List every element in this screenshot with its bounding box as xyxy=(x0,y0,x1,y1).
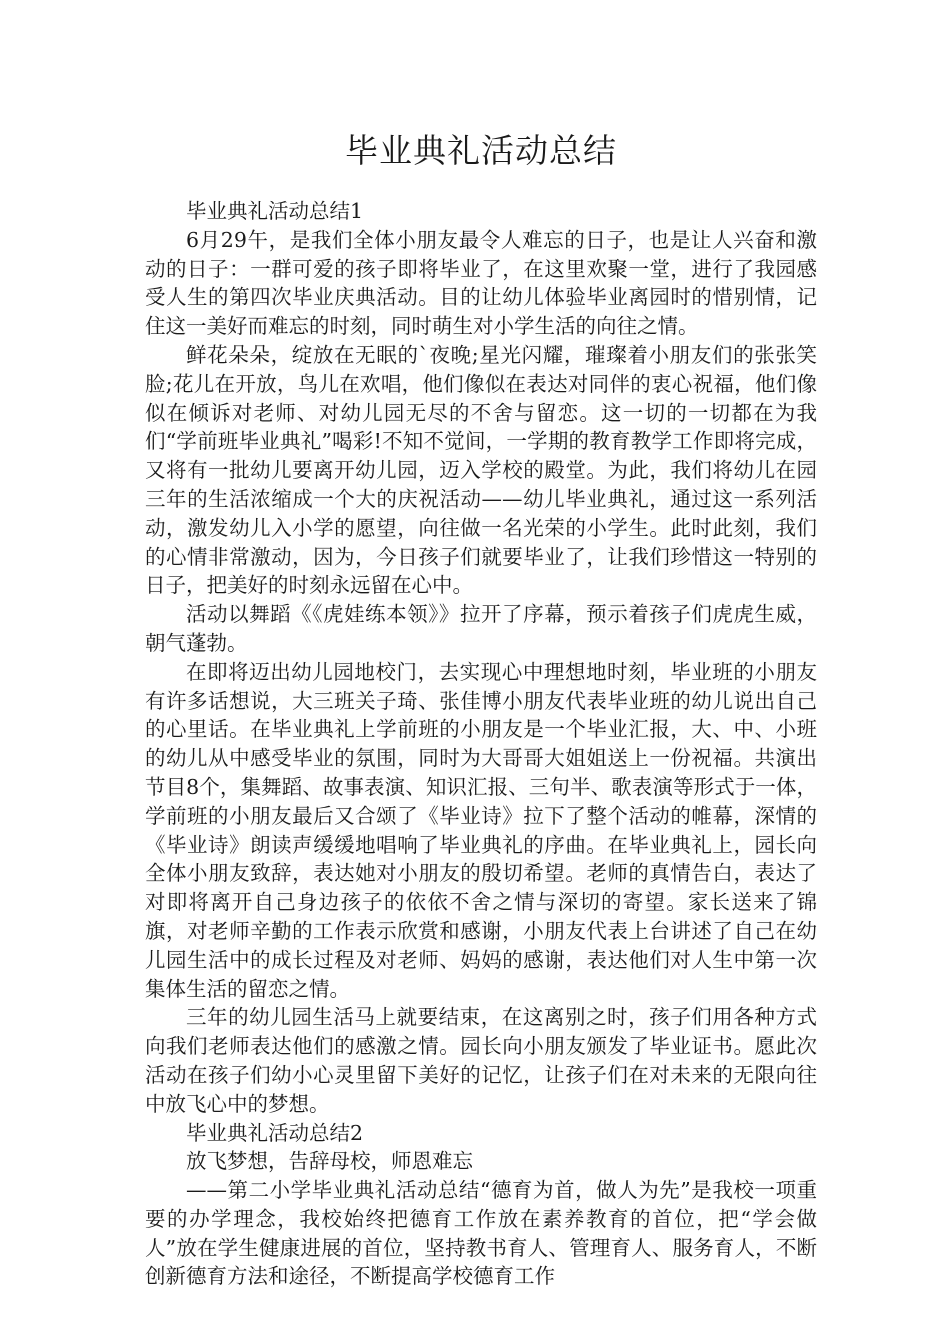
section-1 xyxy=(145,197,817,1119)
paragraph: 放飞梦想，告辞母校，师恩难忘 xyxy=(186,1149,473,1174)
document-page xyxy=(145,125,817,1291)
section-heading: 毕业典礼活动总结1 xyxy=(186,199,364,223)
paragraph: 活动以舞蹈《《虎娃练本领》》拉开了序幕，预示着孩子们虎虎生威，朝气蓬勃。 xyxy=(145,602,817,655)
paragraph: 三年的幼儿园生活马上就要结束，在这离别之时，孩子们用各种方式向我们老师表达他们的感激之情。园长向小朋友颁发了毕业证书。愿此次活动在孩子们幼小心灵里留下美好的记忆，让孩子们在对未来的无限向往中放飞心中的梦想。 xyxy=(145,1005,817,1116)
paragraph: 在即将迈出幼儿园地校门，去实现心中理想地时刻，毕业班的小朋友有许多话想说，大三班关子琦、张佳博小朋友代表毕业班的幼儿说出自己的心里话。在毕业典礼上学前班的小朋友是一个毕业汇报，大、中、小班的幼儿从中感受毕业的氛围，同时为大哥哥大姐姐送上一份祝福。共演出节目8个，集舞蹈、故事表演、知识汇报、三句半、歌表演等形式于一体，学前班的小朋友最后又合颂了《毕业诗》拉下了整个活动的帷幕，深情的《毕业诗》朗读声缓缓地唱响了毕业典礼的序曲。在毕业典礼上，园长向全体小朋友致辞，表达她对小朋友的殷切希望。老师的真情告白，表达了对即将离开自己身边孩子的依依不舍之情与深切的寄望。家长送来了锦旗，对老师辛勤的工作表示欣赏和感谢，小朋友代表上台讲述了自己在幼儿园生活中的成长过程及对老师、妈妈的感谢，表达他们对人生中第一次集体生活的留恋之情。 xyxy=(145,659,817,1001)
paragraph: 6月29午，是我们全体小朋友最令人难忘的日子，也是让人兴奋和激动的日子：一群可爱的孩子即将毕业了，在这里欢聚一堂，进行了我园感受人生的第四次毕业庆典活动。目的让幼儿体验毕业离园时的惜别情，记住这一美好而难忘的时刻，同时萌生对小学生活的向往之情。 xyxy=(145,227,817,339)
paragraph: 鲜花朵朵，绽放在无眠的`夜晚;星光闪耀，璀璨着小朋友们的张张笑脸;花儿在开放，鸟儿在欢唱，他们像似在表达对同伴的衷心祝福，他们像似在倾诉对老师、对幼儿园无尽的不舍与留恋。这一切的一切都在为我们“学前班毕业典礼”喝彩!不知不觉间，一学期的教育教学工作即将完成，又将有一批幼儿要离开幼儿园，迈入学校的殿堂。为此，我们将幼儿在园三年的生活浓缩成一个大的庆祝活动——幼儿毕业典礼，通过这一系列活动，激发幼儿入小学的愿望，向往做一名光荣的小学生。此时此刻，我们的心情非常激动，因为，今日孩子们就要毕业了，让我们珍惜这一特别的日子，把美好的时刻永远留在心中。 xyxy=(145,342,817,598)
document-title: 毕业典礼活动总结 xyxy=(345,131,617,170)
section-heading: 毕业典礼活动总结2 xyxy=(186,1120,364,1145)
section-2 xyxy=(145,1119,817,1292)
paragraph: ——第二小学毕业典礼活动总结“德育为首，做人为先”是我校一项重要的办学理念，我校始终把德育工作放在素养教育的首位，把“学会做人”放在学生健康进展的首位，坚持教书育人、管理育人、服务育人，不断创新德育方法和途径，不断提高学校德育工作 xyxy=(145,1178,817,1289)
